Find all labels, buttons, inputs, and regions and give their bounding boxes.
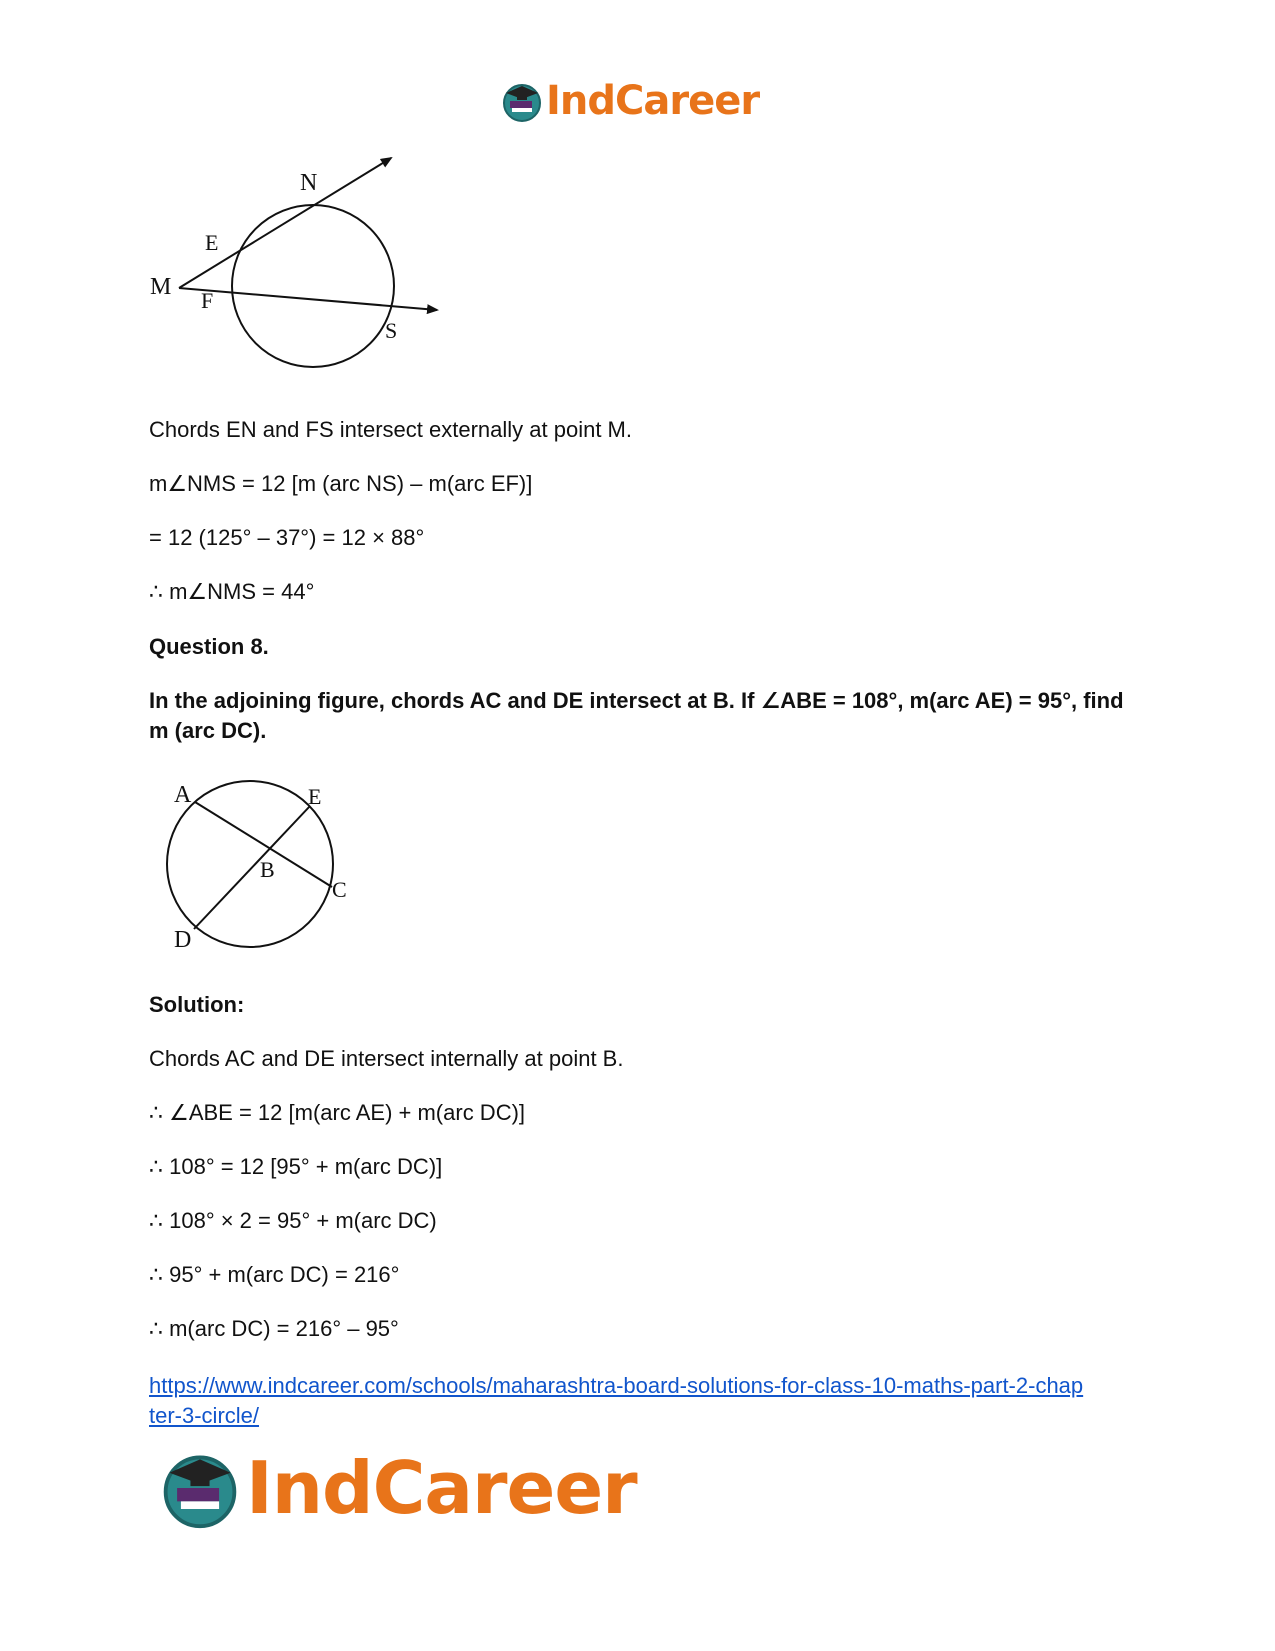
header-logo [500,78,759,124]
solution-heading: Solution: [149,992,245,1017]
graduation-cap-globe-icon [158,1446,242,1530]
figure2-chord-de [194,806,310,929]
figure1-label-e: E [205,230,219,255]
footer-link[interactable] [149,1371,1083,1431]
figure-intersecting-chords-diagram [160,776,360,966]
solution-line-3: ∴ 108° = 12 [95° + m(arc DC)] [149,1154,443,1179]
graduation-cap-globe-icon [500,79,544,123]
question-heading: Question 8. [149,634,269,659]
figure1-label-n: N [300,170,318,196]
figure2-label-c: C [332,877,347,902]
text-line-4: ∴ m∠NMS = 44° [149,579,315,604]
figure2-label-b: B [260,857,275,882]
solution-line-2: ∴ ∠ABE = 12 [m(arc AE) + m(arc DC)] [149,1100,526,1125]
text-line-3: = 12 (125° – 37°) = 12 × 88° [149,525,425,550]
header-logo-text: IndCareer [546,78,760,124]
figure1-label-m: M [150,274,172,300]
text-line-2: m∠NMS = 12 [m (arc NS) – m(arc EF)] [149,471,533,496]
solution-line-5: ∴ 95° + m(arc DC) = 216° [149,1262,400,1287]
figure1-circle [232,205,394,367]
figure1-line-mn [179,158,391,288]
figure2-label-a: A [174,782,192,808]
figure2-label-d: D [174,927,192,953]
figure1-label-f: F [201,288,214,313]
footer-link-line-1[interactable]: https://www.indcareer.com/schools/maharashtra-board-solutions-for-class-10-maths-part-2-chap [149,1373,1084,1398]
footer-logo [158,1446,637,1530]
solution-line-1: Chords AC and DE intersect internally at point B. [149,1046,624,1071]
figure2-label-e: E [308,784,322,809]
footer-logo-text: IndCareer [246,1446,637,1530]
solution-line-4: ∴ 108° × 2 = 95° + m(arc DC) [149,1208,437,1233]
text-line-1: Chords EN and FS intersect externally at point M. [149,417,632,442]
figure-secants-diagram [145,148,455,378]
solution-line-6: ∴ m(arc DC) = 216° – 95° [149,1316,399,1341]
figure1-label-s: S [385,318,398,343]
figure1-line-ms [179,288,437,310]
question-text: In the adjoining figure, chords AC and DE intersect at B. If ∠ABE = 108°, m(arc AE) = 95°, find m (arc DC). [149,688,1124,743]
footer-link-line-2[interactable]: ter-3-circle/ [149,1403,260,1428]
